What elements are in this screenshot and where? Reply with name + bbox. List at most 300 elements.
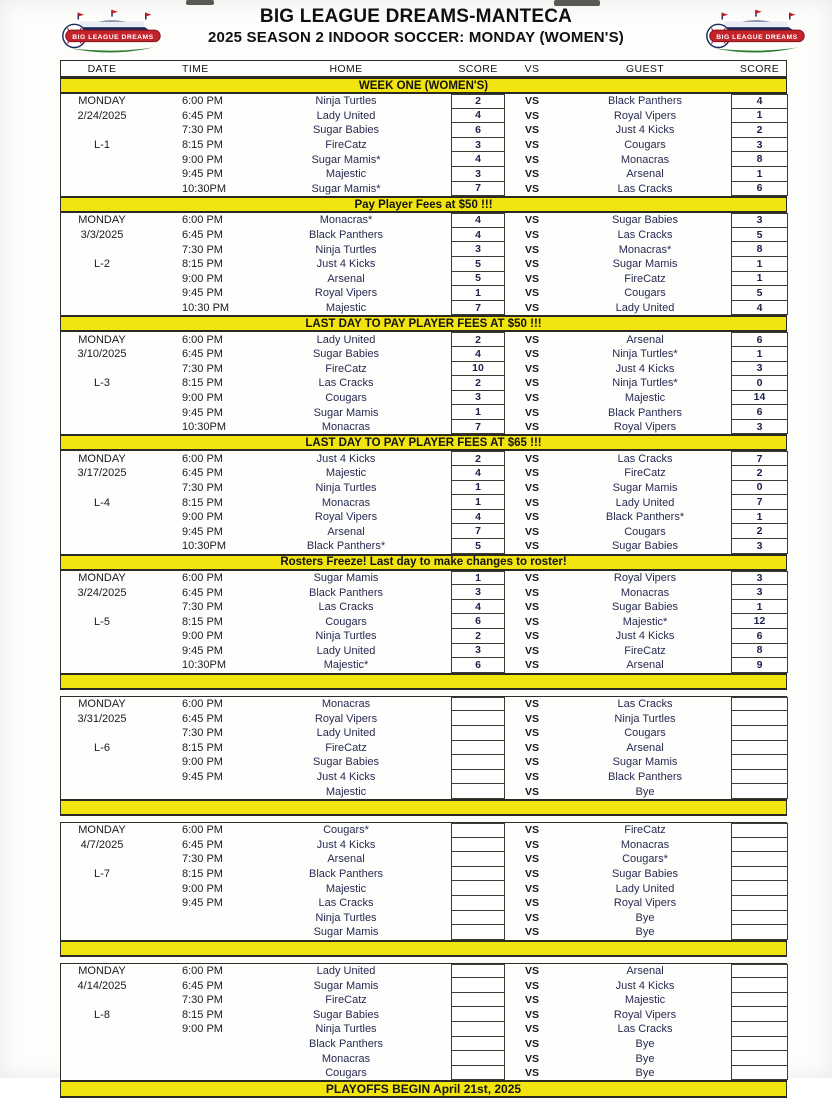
home-score-cell: 6: [451, 123, 505, 138]
guest-team-cell: Bye: [635, 785, 655, 798]
guest-score-cell: 3: [731, 420, 788, 435]
guest-team-cell: Royal Vipers: [613, 571, 677, 584]
time-cell: 9:45 PM: [182, 771, 223, 784]
home-team-cell: Lady United: [316, 644, 376, 657]
guest-score-cell: 6: [731, 332, 788, 347]
home-score-cell: [451, 881, 505, 896]
home-score-cell: [451, 838, 505, 853]
game-row: [61, 332, 786, 347]
game-row: [61, 784, 786, 799]
vs-cell: VS: [524, 1037, 539, 1050]
time-cell: 7:30 PM: [182, 243, 223, 256]
week-block: [60, 196, 787, 315]
logo-wordmark: BIG LEAGUE DREAMS: [716, 33, 798, 41]
home-score-cell: [451, 964, 505, 979]
date-cell: [61, 391, 165, 406]
guest-score-cell: [731, 823, 788, 838]
guest-score-cell: 7: [731, 451, 788, 466]
guest-score-cell: [731, 867, 788, 882]
home-score-cell: 1: [451, 495, 505, 510]
home-score-cell: 7: [451, 524, 505, 539]
guest-score-cell: [731, 993, 788, 1008]
date-cell: [61, 881, 165, 896]
home-team-cell: Monacras*: [319, 214, 373, 227]
home-team-cell: Majestic: [325, 467, 367, 480]
game-row: [61, 376, 786, 391]
week-banner: [60, 434, 787, 451]
guest-score-cell: 4: [731, 94, 788, 109]
guest-team-cell: Lady United: [615, 496, 675, 509]
date-cell: L-7: [94, 868, 110, 881]
vs-cell: VS: [524, 727, 539, 740]
home-score-cell: 1: [451, 481, 505, 496]
game-row: [61, 911, 786, 926]
vs-cell: VS: [524, 421, 539, 434]
game-row: [61, 94, 786, 109]
guest-score-cell: 6: [731, 405, 788, 420]
date-cell: 3/10/2025: [77, 348, 127, 361]
guest-score-cell: 0: [731, 481, 788, 496]
home-score-cell: [451, 852, 505, 867]
time-cell: 6:45 PM: [182, 712, 223, 725]
date-cell: [61, 524, 165, 539]
guest-team-cell: Monacras: [620, 586, 670, 599]
game-row: [61, 405, 786, 420]
home-score-cell: 2: [451, 94, 505, 109]
guest-score-cell: 12: [731, 614, 788, 629]
game-row: [61, 711, 786, 726]
home-team-cell: Lady United: [316, 964, 376, 977]
guest-score-cell: 1: [731, 257, 788, 272]
time-cell: 6:45 PM: [182, 467, 223, 480]
game-row: [61, 539, 786, 554]
time-cell: 10:30PM: [182, 421, 227, 434]
game-row: [61, 420, 786, 435]
date-cell: MONDAY: [78, 571, 126, 584]
date-cell: MONDAY: [78, 698, 126, 711]
date-cell: [61, 1066, 165, 1081]
home-team-cell: FireCatz: [325, 139, 367, 152]
week-rows: [60, 571, 787, 673]
home-score-cell: 2: [451, 332, 505, 347]
date-cell: 3/24/2025: [77, 586, 127, 599]
guest-team-cell: Monacras: [620, 838, 670, 851]
time-cell: [165, 1037, 283, 1052]
home-team-cell: Black Panthers: [309, 229, 383, 242]
home-team-cell: Monacras: [321, 496, 371, 509]
time-cell: 9:00 PM: [182, 630, 223, 643]
guest-score-cell: 9: [731, 658, 788, 673]
time-cell: 6:45 PM: [182, 348, 223, 361]
time-cell: 9:00 PM: [182, 882, 223, 895]
guest-team-cell: FireCatz: [624, 272, 666, 285]
guest-team-cell: Bye: [635, 911, 655, 924]
home-score-cell: [451, 741, 505, 756]
game-row: [61, 123, 786, 138]
guest-team-cell: Las Cracks: [617, 182, 673, 195]
week-banner: [60, 940, 787, 957]
home-score-cell: 4: [451, 510, 505, 525]
vs-cell: VS: [524, 362, 539, 375]
vs-cell: VS: [524, 698, 539, 711]
guest-team-cell: Lady United: [615, 302, 675, 315]
home-score-cell: 1: [451, 286, 505, 301]
week-block: [60, 315, 787, 434]
guest-team-cell: Sugar Mamis: [612, 481, 678, 494]
column-header-date: DATE: [87, 62, 117, 75]
home-score-cell: 1: [451, 571, 505, 586]
home-team-cell: Royal Vipers: [314, 287, 378, 300]
guest-team-cell: Arsenal: [626, 168, 664, 181]
guest-score-cell: [731, 1051, 788, 1066]
week-banner: [60, 315, 787, 332]
game-row: [61, 770, 786, 785]
guest-score-cell: [731, 896, 788, 911]
guest-score-cell: 0: [731, 376, 788, 391]
time-cell: 7:30 PM: [182, 362, 223, 375]
vs-cell: VS: [524, 1052, 539, 1065]
guest-team-cell: Ninja Turtles: [614, 712, 676, 725]
guest-team-cell: Monacras: [620, 153, 670, 166]
game-row: [61, 1051, 786, 1066]
home-team-cell: Just 4 Kicks: [316, 452, 376, 465]
guest-team-cell: Sugar Babies: [611, 214, 679, 227]
date-cell: [61, 152, 165, 167]
home-team-cell: Royal Vipers: [314, 511, 378, 524]
date-cell: [61, 510, 165, 525]
week-rows: [60, 213, 787, 315]
date-cell: L-3: [94, 377, 110, 390]
home-score-cell: 3: [451, 242, 505, 257]
time-cell: 10:30PM: [182, 540, 227, 553]
vs-cell: VS: [524, 481, 539, 494]
time-cell: 6:00 PM: [182, 824, 223, 837]
vs-cell: VS: [524, 182, 539, 195]
game-row: [61, 741, 786, 756]
game-row: [61, 571, 786, 586]
guest-score-cell: 3: [731, 138, 788, 153]
week-block: [60, 673, 787, 799]
week-rows: [60, 94, 787, 196]
game-row: [61, 391, 786, 406]
home-team-cell: Sugar Babies: [312, 756, 380, 769]
date-cell: 3/31/2025: [77, 712, 127, 725]
vs-cell: VS: [524, 214, 539, 227]
time-cell: 10:30PM: [182, 659, 227, 672]
time-cell: 9:00 PM: [182, 511, 223, 524]
time-cell: 9:45 PM: [182, 168, 223, 181]
home-team-cell: Arsenal: [327, 525, 365, 538]
guest-team-cell: Black Panthers: [608, 95, 682, 108]
home-team-cell: Just 4 Kicks: [316, 771, 376, 784]
playoffs-banner-text: PLAYOFFS BEGIN April 21st, 2025: [325, 1082, 522, 1097]
date-cell: [61, 420, 165, 435]
guest-score-cell: [731, 697, 788, 712]
time-cell: 10:30 PM: [182, 302, 230, 315]
guest-team-cell: FireCatz: [624, 644, 666, 657]
home-team-cell: Ninja Turtles: [315, 1023, 377, 1036]
home-score-cell: [451, 711, 505, 726]
home-score-cell: [451, 784, 505, 799]
game-row: [61, 152, 786, 167]
week-banner: [60, 77, 787, 94]
date-cell: L-4: [94, 496, 110, 509]
home-score-cell: 4: [451, 109, 505, 124]
home-team-cell: Sugar Mamis: [313, 979, 379, 992]
time-cell: 7:30 PM: [182, 124, 223, 137]
home-score-cell: [451, 726, 505, 741]
time-cell: 7:30 PM: [182, 481, 223, 494]
date-cell: L-1: [94, 139, 110, 152]
vs-cell: VS: [524, 712, 539, 725]
guest-score-cell: 1: [731, 109, 788, 124]
game-row: [61, 257, 786, 272]
time-cell: 7:30 PM: [182, 853, 223, 866]
game-row: [61, 272, 786, 287]
week-block: [60, 77, 787, 196]
home-score-cell: [451, 993, 505, 1008]
table-header-row: [60, 60, 787, 77]
guest-team-cell: Arsenal: [626, 333, 664, 346]
home-score-cell: 4: [451, 152, 505, 167]
time-cell: [165, 925, 283, 940]
guest-score-cell: 3: [731, 362, 788, 377]
date-cell: [61, 362, 165, 377]
home-team-cell: Majestic: [325, 302, 367, 315]
game-row: [61, 510, 786, 525]
guest-team-cell: Bye: [635, 926, 655, 939]
date-cell: 4/14/2025: [77, 979, 127, 992]
vs-cell: VS: [524, 496, 539, 509]
vs-cell: VS: [524, 771, 539, 784]
game-row: [61, 228, 786, 243]
home-team-cell: Majestic: [325, 168, 367, 181]
game-row: [61, 362, 786, 377]
playoffs-banner: [60, 1080, 787, 1098]
vs-cell: VS: [524, 377, 539, 390]
guest-team-cell: Black Panthers: [608, 406, 682, 419]
column-header-home-score: SCORE: [458, 62, 498, 75]
column-header-guest-score: SCORE: [739, 62, 780, 75]
home-score-cell: 3: [451, 585, 505, 600]
home-team-cell: Las Cracks: [318, 897, 374, 910]
date-cell: 2/24/2025: [77, 109, 127, 122]
vs-cell: VS: [524, 109, 539, 122]
date-cell: L-2: [94, 258, 110, 271]
game-row: [61, 697, 786, 712]
time-cell: 6:00 PM: [182, 698, 223, 711]
guest-score-cell: [731, 852, 788, 867]
date-cell: [61, 925, 165, 940]
home-team-cell: Monacras: [321, 698, 371, 711]
vs-cell: VS: [524, 1008, 539, 1021]
game-row: [61, 1037, 786, 1052]
home-team-cell: Sugar Mamis: [313, 926, 379, 939]
vs-cell: VS: [524, 95, 539, 108]
home-team-cell: Ninja Turtles: [315, 95, 377, 108]
guest-team-cell: Bye: [635, 1067, 655, 1080]
game-row: [61, 658, 786, 673]
time-cell: 9:00 PM: [182, 153, 223, 166]
home-team-cell: Black Panthers: [309, 868, 383, 881]
date-cell: L-5: [94, 615, 110, 628]
time-cell: 8:15 PM: [182, 615, 223, 628]
vs-cell: VS: [524, 452, 539, 465]
week-rows: [60, 696, 787, 799]
date-cell: [61, 301, 165, 316]
home-team-cell: Ninja Turtles: [315, 630, 377, 643]
time-cell: [165, 911, 283, 926]
game-row: [61, 213, 786, 228]
vs-cell: VS: [524, 601, 539, 614]
guest-team-cell: Just 4 Kicks: [615, 124, 675, 137]
date-cell: [61, 852, 165, 867]
vs-cell: VS: [524, 406, 539, 419]
guest-score-cell: 1: [731, 272, 788, 287]
date-cell: MONDAY: [78, 95, 126, 108]
guest-score-cell: 8: [731, 152, 788, 167]
date-cell: MONDAY: [78, 964, 126, 977]
schedule-table: [60, 60, 787, 1098]
home-team-cell: Ninja Turtles: [315, 481, 377, 494]
guest-score-cell: 5: [731, 228, 788, 243]
home-team-cell: Lady United: [316, 333, 376, 346]
guest-team-cell: Majestic: [624, 994, 666, 1007]
vs-cell: VS: [524, 168, 539, 181]
vs-cell: VS: [524, 741, 539, 754]
time-cell: 8:15 PM: [182, 741, 223, 754]
vs-cell: VS: [524, 287, 539, 300]
home-score-cell: [451, 911, 505, 926]
game-row: [61, 347, 786, 362]
vs-cell: VS: [524, 511, 539, 524]
week-rows: [60, 822, 787, 940]
vs-cell: VS: [524, 630, 539, 643]
home-team-cell: Lady United: [316, 109, 376, 122]
date-cell: [61, 770, 165, 785]
time-cell: [165, 784, 283, 799]
vs-cell: VS: [524, 348, 539, 361]
guest-score-cell: [731, 755, 788, 770]
date-cell: [61, 993, 165, 1008]
time-cell: 9:45 PM: [182, 897, 223, 910]
home-score-cell: [451, 697, 505, 712]
time-cell: 8:15 PM: [182, 1008, 223, 1021]
home-score-cell: [451, 823, 505, 838]
guest-score-cell: 7: [731, 495, 788, 510]
guest-score-cell: 1: [731, 600, 788, 615]
column-header-home: HOME: [329, 62, 363, 75]
grass-swoosh: [71, 47, 154, 52]
game-row: [61, 1022, 786, 1037]
home-team-cell: FireCatz: [325, 741, 367, 754]
guest-score-cell: [731, 978, 788, 993]
home-team-cell: Cougars: [325, 615, 367, 628]
schedule-body: [60, 77, 787, 1080]
date-cell: [61, 481, 165, 496]
time-cell: [165, 1066, 283, 1081]
date-cell: [61, 123, 165, 138]
guest-team-cell: Black Panthers: [608, 771, 682, 784]
date-cell: L-6: [94, 741, 110, 754]
guest-team-cell: Arsenal: [626, 741, 664, 754]
home-score-cell: [451, 1007, 505, 1022]
guest-score-cell: [731, 726, 788, 741]
date-cell: [61, 167, 165, 182]
date-cell: [61, 1051, 165, 1066]
home-team-cell: FireCatz: [325, 994, 367, 1007]
guest-team-cell: Arsenal: [626, 659, 664, 672]
time-cell: 8:15 PM: [182, 258, 223, 271]
guest-score-cell: 3: [731, 213, 788, 228]
vs-cell: VS: [524, 824, 539, 837]
guest-score-cell: [731, 770, 788, 785]
game-row: [61, 286, 786, 301]
week-rows: [60, 332, 787, 434]
date-cell: [61, 726, 165, 741]
home-score-cell: [451, 867, 505, 882]
guest-team-cell: Las Cracks: [617, 452, 673, 465]
home-team-cell: Arsenal: [327, 853, 365, 866]
time-cell: 9:00 PM: [182, 391, 223, 404]
week-banner-text: WEEK ONE (WOMEN'S): [358, 79, 489, 92]
time-cell: 6:45 PM: [182, 838, 223, 851]
game-row: [61, 823, 786, 838]
vs-cell: VS: [524, 853, 539, 866]
guest-score-cell: 2: [731, 524, 788, 539]
time-cell: 8:15 PM: [182, 377, 223, 390]
home-score-cell: [451, 978, 505, 993]
date-cell: MONDAY: [78, 452, 126, 465]
game-row: [61, 585, 786, 600]
home-team-cell: Sugar Mamis: [313, 571, 379, 584]
game-row: [61, 109, 786, 124]
home-score-cell: [451, 925, 505, 940]
time-cell: 6:45 PM: [182, 979, 223, 992]
guest-score-cell: 6: [731, 629, 788, 644]
guest-team-cell: Cougars: [624, 287, 666, 300]
time-cell: 7:30 PM: [182, 727, 223, 740]
home-score-cell: 10: [451, 362, 505, 377]
home-team-cell: Sugar Babies: [312, 1008, 380, 1021]
time-cell: 6:45 PM: [182, 229, 223, 242]
guest-team-cell: Just 4 Kicks: [615, 630, 675, 643]
home-score-cell: 7: [451, 182, 505, 197]
home-score-cell: 3: [451, 391, 505, 406]
home-team-cell: Just 4 Kicks: [316, 258, 376, 271]
time-cell: 10:30PM: [182, 182, 227, 195]
vs-cell: VS: [524, 785, 539, 798]
date-cell: MONDAY: [78, 333, 126, 346]
home-score-cell: 7: [451, 301, 505, 316]
grass-swoosh: [715, 47, 798, 52]
guest-score-cell: 2: [731, 123, 788, 138]
home-score-cell: 3: [451, 167, 505, 182]
game-row: [61, 524, 786, 539]
guest-team-cell: Sugar Babies: [611, 601, 679, 614]
game-row: [61, 1066, 786, 1081]
game-row: [61, 644, 786, 659]
vs-cell: VS: [524, 571, 539, 584]
guest-score-cell: [731, 1007, 788, 1022]
guest-score-cell: 3: [731, 571, 788, 586]
date-cell: [61, 1037, 165, 1052]
guest-team-cell: Cougars: [624, 525, 666, 538]
time-cell: 6:00 PM: [182, 214, 223, 227]
guest-team-cell: Lady United: [615, 882, 675, 895]
game-row: [61, 167, 786, 182]
vs-cell: VS: [524, 1023, 539, 1036]
